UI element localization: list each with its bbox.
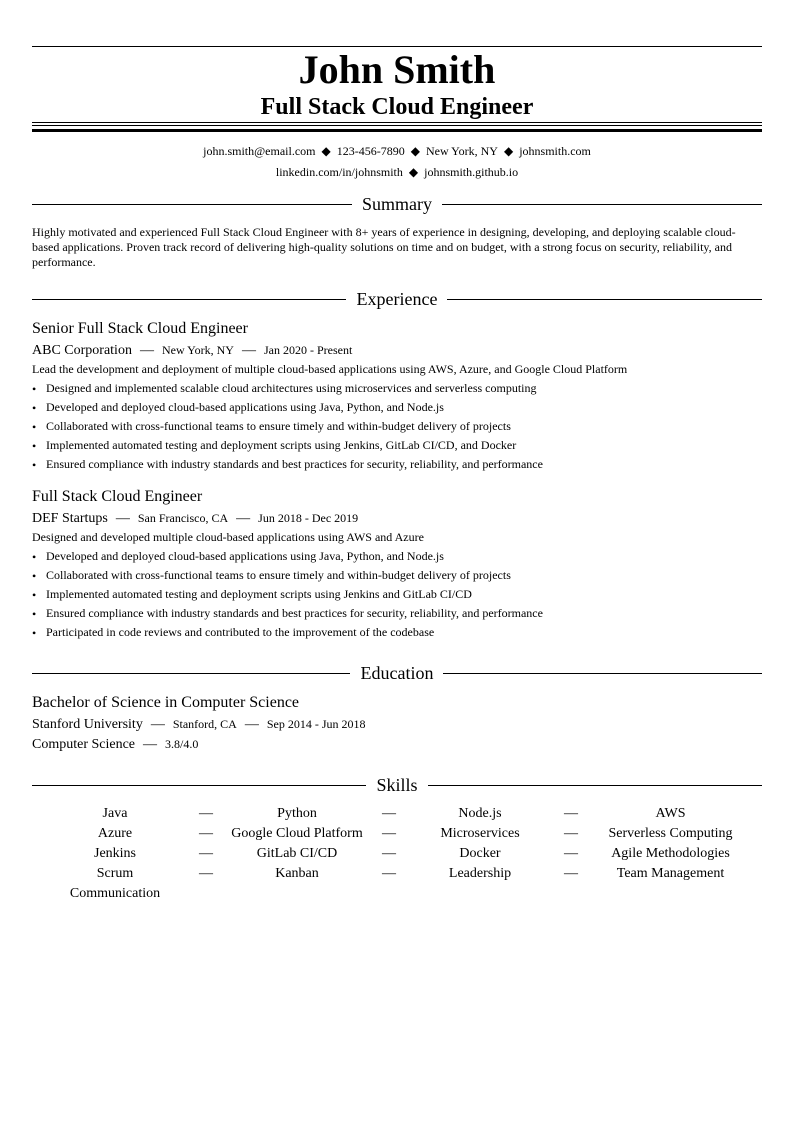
skill-separator: —	[199, 806, 213, 821]
diamond-separator-icon: ◆	[321, 144, 331, 158]
skill-item: Python	[277, 806, 317, 821]
dash-separator: —	[143, 737, 158, 752]
bullet-icon: •	[32, 626, 37, 640]
contact-phone[interactable]: 123-456-7890	[336, 144, 405, 158]
job-meta	[32, 341, 352, 360]
education-major: Computer Science	[32, 737, 136, 752]
list-item: • Ensured compliance with industry standards and best practices for security, reliability, and performance	[32, 457, 543, 472]
contact-line-1	[32, 143, 762, 159]
skill-separator: —	[199, 846, 213, 861]
skill-separator: —	[382, 866, 396, 881]
experience-heading	[32, 288, 762, 312]
job-company: ABC Corporation	[32, 343, 132, 358]
skill-separator: —	[382, 806, 396, 821]
skill-item: Kanban	[275, 866, 319, 881]
skills-heading	[32, 774, 762, 798]
skill-item: Azure	[97, 826, 133, 841]
dash-separator: —	[115, 511, 130, 526]
list-item: • Ensured compliance with industry standards and best practices for security, reliability, and performance	[32, 606, 543, 621]
summary-heading	[32, 193, 762, 217]
contact-email[interactable]: john.smith@email.com	[203, 144, 316, 158]
list-item: • Implemented automated testing and deployment scripts using Jenkins, GitLab CI/CD, and Docker	[32, 438, 517, 453]
contact-github[interactable]: johnsmith.github.io	[424, 165, 519, 179]
dash-separator: —	[241, 343, 256, 358]
job-meta	[32, 509, 358, 528]
job-location: New York, NY	[161, 343, 234, 357]
skill-separator: —	[199, 866, 213, 881]
skill-item: Leadership	[448, 866, 512, 881]
skill-item: Jenkins	[94, 846, 136, 861]
bullet-icon: •	[32, 420, 37, 434]
bullet-icon: •	[32, 382, 37, 396]
dash-separator: —	[236, 511, 251, 526]
bullet-icon: •	[32, 401, 37, 415]
skills-heading-label: Skills	[366, 775, 427, 795]
list-item: • Developed and deployed cloud-based applications using Java, Python, and Node.js	[32, 549, 444, 564]
contact-linkedin[interactable]: linkedin.com/in/johnsmith	[275, 165, 403, 179]
header-rule	[32, 125, 762, 126]
diamond-separator-icon: ◆	[408, 165, 419, 179]
contact-line-2	[32, 164, 762, 180]
education-major-line	[32, 735, 198, 754]
list-item: • Collaborated with cross-functional teams to ensure timely and within-budget delivery of projects	[32, 568, 511, 583]
candidate-role: Full Stack Cloud Engineer	[260, 94, 534, 120]
list-item: • Implemented automated testing and deployment scripts using Jenkins and GitLab CI/CD	[32, 587, 472, 602]
education-gpa: 3.8/4.0	[165, 737, 199, 751]
skill-item: Microservices	[440, 826, 520, 841]
skill-separator: —	[564, 806, 578, 821]
job-description: Designed and developed multiple cloud-based applications using AWS and Azure	[32, 530, 424, 544]
header-rule	[32, 122, 762, 123]
contact-location: New York, NY	[425, 144, 498, 158]
skills-row	[32, 804, 762, 824]
bullet-icon: •	[32, 439, 37, 453]
skill-separator: —	[382, 846, 396, 861]
job-title: Full Stack Cloud Engineer	[32, 488, 203, 505]
skill-item: Serverless Computing	[608, 826, 733, 841]
dash-separator: —	[244, 717, 259, 732]
header-rule-thick	[32, 129, 762, 132]
dash-separator: —	[150, 717, 165, 732]
school-location: Stanford, CA	[172, 717, 237, 731]
job-bullets	[32, 380, 543, 475]
bullet-icon: •	[32, 607, 37, 621]
contact-website[interactable]: johnsmith.com	[519, 144, 591, 158]
skill-item: Node.js	[458, 806, 502, 821]
job-dates: Jun 2018 - Dec 2019	[258, 511, 359, 525]
list-item: • Developed and deployed cloud-based applications using Java, Python, and Node.js	[32, 400, 444, 415]
bullet-icon: •	[32, 588, 37, 602]
skills-grid	[32, 804, 762, 904]
job-title: Senior Full Stack Cloud Engineer	[32, 320, 248, 337]
list-item: • Collaborated with cross-functional teams to ensure timely and within-budget delivery of projects	[32, 419, 511, 434]
skill-item: Team Management	[616, 866, 725, 881]
skills-row	[32, 824, 762, 844]
skill-separator: —	[564, 846, 578, 861]
skill-item: Communication	[69, 886, 161, 901]
diamond-separator-icon: ◆	[503, 144, 514, 158]
skill-item: Scrum	[96, 866, 134, 881]
skills-row	[32, 884, 762, 904]
education-heading-label: Education	[351, 663, 444, 683]
experience-heading-label: Experience	[347, 289, 448, 309]
skill-separator: —	[564, 826, 578, 841]
degree-title: Bachelor of Science in Computer Science	[32, 694, 300, 711]
bullet-icon: •	[32, 550, 37, 564]
job-location: San Francisco, CA	[137, 511, 229, 525]
job-description: Lead the development and deployment of multiple cloud-based applications using AWS, Azure, and Google Cloud Platform	[32, 362, 628, 376]
diamond-separator-icon: ◆	[410, 144, 420, 158]
list-item: • Participated in code reviews and contributed to the improvement of the codebase	[32, 625, 435, 640]
skill-separator: —	[564, 866, 578, 881]
bullet-icon: •	[32, 458, 37, 472]
education-heading	[32, 662, 762, 686]
skills-row	[32, 864, 762, 884]
candidate-name: John Smith	[298, 47, 496, 92]
job-dates: Jan 2020 - Present	[263, 343, 353, 357]
skill-item: Java	[102, 806, 128, 821]
summary-text: Highly motivated and experienced Full Stack Cloud Engineer with 8+ years of experience in designing, developing, and deploying scalable cloud-based applications. Proven track record of delivering high-quality solutions on time and on budget, with a strong focus on security, reliability, and performance.	[32, 225, 736, 269]
skill-separator: —	[382, 826, 396, 841]
education-meta	[32, 715, 366, 734]
skill-separator: —	[199, 826, 213, 841]
skill-item: Google Cloud Platform	[231, 826, 363, 841]
bullet-icon: •	[32, 569, 37, 583]
job-company: DEF Startups	[32, 511, 108, 526]
school-name: Stanford University	[32, 717, 143, 732]
skills-row	[32, 844, 762, 864]
education-dates: Sep 2014 - Jun 2018	[266, 717, 366, 731]
skill-item: Agile Methodologies	[611, 846, 730, 861]
skill-item: AWS	[655, 806, 686, 821]
dash-separator: —	[139, 343, 154, 358]
list-item: • Designed and implemented scalable cloud architectures using microservices and serverless computing	[32, 381, 537, 396]
job-bullets	[32, 548, 543, 643]
skill-item: Docker	[459, 846, 501, 861]
summary-heading-label: Summary	[352, 194, 442, 214]
skill-item: GitLab CI/CD	[256, 846, 338, 861]
